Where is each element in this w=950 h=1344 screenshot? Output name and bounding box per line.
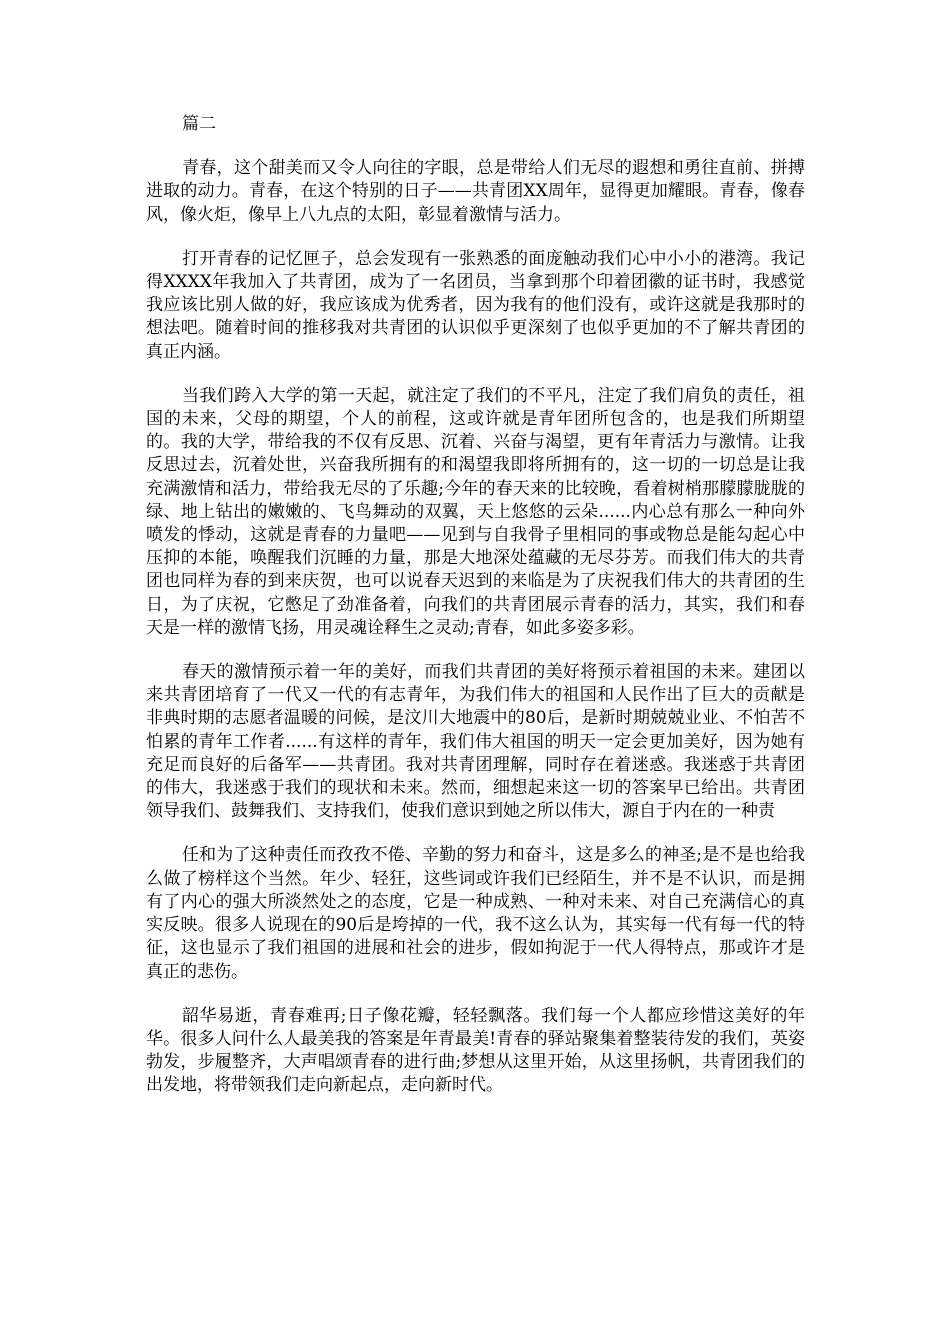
- paragraph-5: 任和为了这种责任而孜孜不倦、辛勤的努力和奋斗，这是多么的神圣;是不是也给我么做了榜样这个当然。年少、轻狂，这些词或许我们已经陌生，并不是不认识，而是拥有了内心的强大所淡然处之的态度，它是一种成熟、一种对未来、对自己充满信心的真实反映。很多人说现在的90后是垮掉的一代，我不这么认为，其实每一代有每一代的特征，这也显示了我们祖国的进展和社会的进步，假如拘泥于一代人得特点，那或许才是真正的悲伤。: [146, 845, 805, 982]
- section-heading: 篇二: [182, 114, 216, 134]
- paragraph-2: 打开青春的记忆匣子，总会发现有一张熟悉的面庞触动我们心中小小的港湾。我记得XXXX年我加入了共青团，成为了一名团员，当拿到那个印着团徽的证书时，我感觉我应该比别人做的好，我应该成为优秀者，因为我有的他们没有，或许这就是我那时的想法吧。随着时间的推移我对共青团的认识似乎更深刻了也似乎更加的不了解共青团的真正内涵。: [146, 248, 805, 362]
- paragraph-4: 春天的激情预示着一年的美好，而我们共青团的美好将预示着祖国的未来。建团以来共青团培育了一代又一代的有志青年，为我们伟大的祖国和人民作出了巨大的贡献是非典时期的志愿者温暖的问候，是汶川大地震中的80后，是新时期兢兢业业、不怕苦不怕累的青年工作者......有这样的青年，我们伟大祖国的明天一定会更加美好，因为她有充足而良好的后备军——共青团。我对共青团理解，同时存在着迷惑。我迷惑于共青团的伟大，我迷惑于我们的现状和未来。然而，细想起来这一切的答案早已给出。共青团领导我们、鼓舞我们、支持我们，使我们意识到她之所以伟大，源自于内在的一种责: [146, 662, 805, 822]
- paragraph-1: 青春，这个甜美而又令人向往的字眼，总是带给人们无尽的遐想和勇往直前、拼搏进取的动力。青春，在这个特别的日子——共青团XX周年，显得更加耀眼。青春，像春风，像火炬，像早上八九点的太阳，彰显着激情与活力。: [146, 158, 805, 225]
- paragraph-6: 韶华易逝，青春难再;日子像花瓣，轻轻飘落。我们每一个人都应珍惜这美好的年华。很多人问什么人最美我的答案是年青最美!青春的驿站聚集着整装待发的我们，英姿勃发，步履整齐，大声唱颂青春的进行曲;梦想从这里开始，从这里扬帆，共青团我们的出发地，将带领我们走向新起点，走向新时代。: [146, 1005, 805, 1096]
- document-page: [146, 113, 805, 1119]
- paragraph-3: 当我们跨入大学的第一天起，就注定了我们的不平凡，注定了我们肩负的责任，祖国的未来，父母的期望，个人的前程，这或许就是青年团所包含的，也是我们所期望的。我的大学，带给我的不仅有反思、沉着、兴奋与渴望，更有年青活力与激情。让我反思过去，沉着处世，兴奋我所拥有的和渴望我即将所拥有的，这一切的一切总是让我充满激情和活力，带给我无尽的了乐趣;今年的春天来的比较晚，看着树梢那朦朦胧胧的绿、地上钻出的嫩嫩的、飞鸟舞动的双翼，天上悠悠的云朵......内心总有那么一种向外喷发的悸动，这就是青春的力量吧——见到与自我骨子里相同的事或物总是能勾起心中压抑的本能，唤醒我们沉睡的力量，那是大地深处蕴藏的无尽芬芳。而我们伟大的共青团也同样为春的到来庆贺，也可以说春天迟到的来临是为了庆祝我们伟大的共青团的生日，为了庆祝，它憋足了劲准备着，向我们的共青团展示青春的活力，其实，我们和春天是一样的激情飞扬，用灵魂诠释生之灵动;青春，如此多姿多彩。: [146, 385, 805, 638]
